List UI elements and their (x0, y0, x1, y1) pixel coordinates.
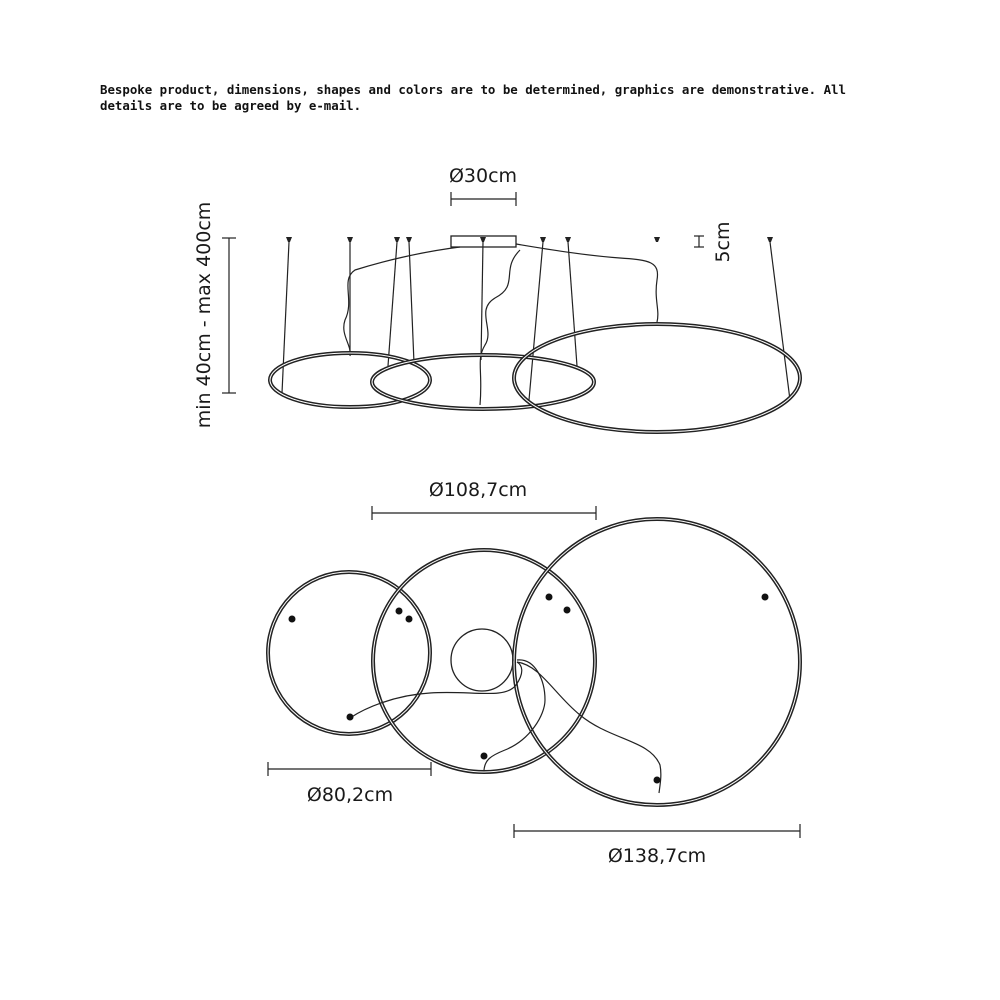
suspension-point (564, 607, 571, 614)
ceiling-anchor (654, 237, 660, 242)
medium-ring-diameter-label: Ø108,7cm (428, 479, 528, 501)
suspension-point (762, 594, 769, 601)
suspension-point (396, 608, 403, 615)
suspension-point (289, 616, 296, 623)
suspension-point (481, 753, 488, 760)
large-ring-diameter-label: Ø138,7cm (607, 845, 707, 867)
disclaimer-note: Bespoke product, dimensions, shapes and colors are to be determined, graphics are demonstrative. All details are to be agreed by e-mail. (100, 82, 846, 113)
ceiling-anchor (347, 237, 353, 242)
canopy-plan (451, 629, 513, 691)
ceiling-anchor (406, 237, 412, 242)
plan-view (268, 479, 800, 867)
suspension-point (654, 777, 661, 784)
ceiling-anchor (394, 237, 400, 242)
large-ring-elevation (514, 324, 800, 432)
large-ring-diameter-dimension-line (514, 824, 800, 838)
ceiling-anchor (565, 237, 571, 242)
drop-range-label: min 40cm - max 400cm (193, 201, 215, 429)
ceiling-anchor (540, 237, 546, 242)
ceiling-anchor (286, 237, 292, 242)
small-ring-plan (268, 572, 430, 734)
canopy-diameter-dimension-line (451, 192, 516, 206)
medium-ring-plan (373, 550, 595, 772)
suspension-point (546, 594, 553, 601)
ceiling-anchors (286, 237, 773, 242)
medium-ring-diameter-dimension-line (372, 506, 596, 520)
canopy-height-label: 5cm (712, 221, 734, 263)
small-ring-diameter-label: Ø80,2cm (306, 784, 394, 806)
ceiling-anchor (480, 237, 486, 242)
suspension-point (347, 714, 354, 721)
small-ring-diameter-dimension-line (268, 762, 431, 776)
large-ring-plan (514, 519, 800, 805)
elevation-view (193, 165, 800, 432)
suspension-cables (282, 242, 790, 400)
ceiling-anchor (767, 237, 773, 242)
drop-range-dimension-line (222, 238, 236, 393)
canopy-height-dimension-line (694, 236, 704, 247)
suspension-points (289, 594, 769, 784)
canopy-diameter-label: Ø30cm (448, 165, 518, 187)
suspension-point (406, 616, 413, 623)
